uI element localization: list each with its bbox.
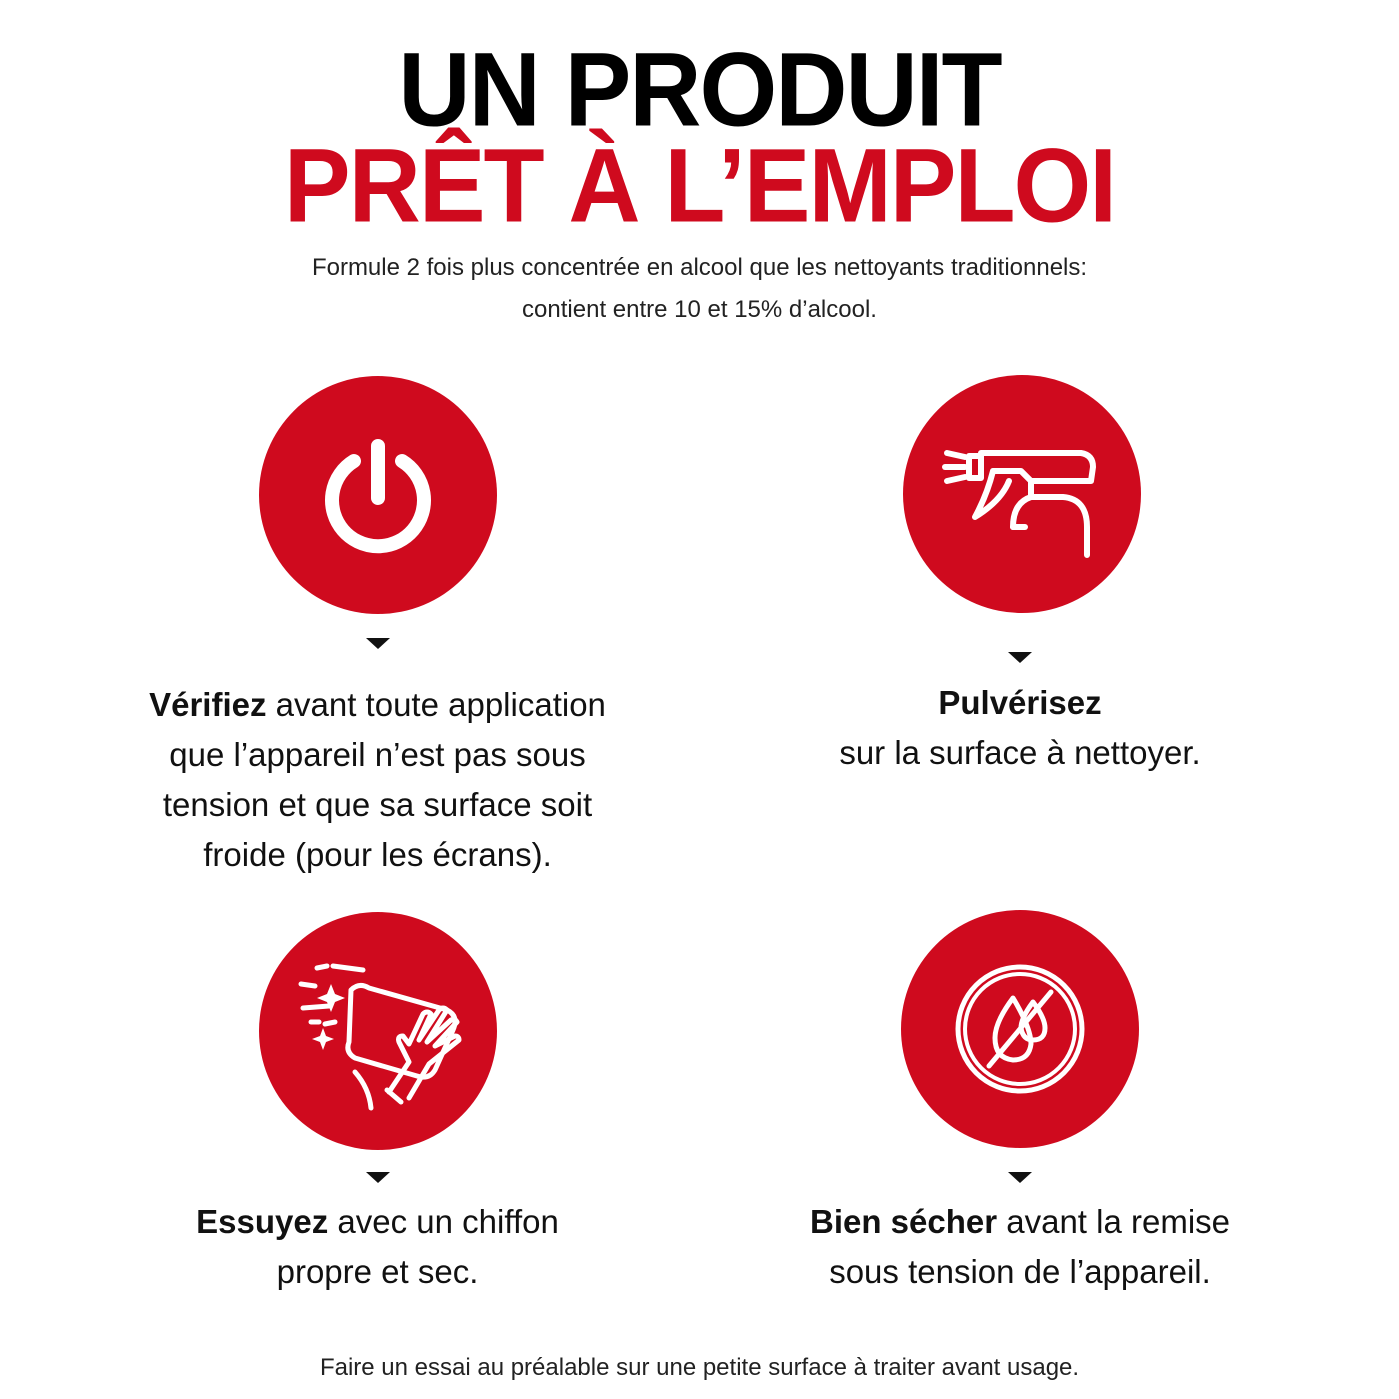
- no-water-icon: [901, 910, 1139, 1148]
- step-spray-text: [760, 678, 1280, 778]
- step-spray-bold: Pulvérisez: [938, 684, 1102, 721]
- spray-bottle-icon: [903, 375, 1141, 613]
- arrow-down-icon: [366, 1172, 390, 1183]
- subtitle-line-1: Formule 2 fois plus concentrée en alcool que les nettoyants traditionnels:: [311, 254, 1088, 281]
- arrow-down-icon: [1008, 1172, 1032, 1183]
- wipe-cloth-icon: [259, 912, 497, 1150]
- step-wipe-text: [80, 1197, 675, 1297]
- step-dry-text: [740, 1197, 1300, 1297]
- step-verify-rest: avant toute application: [266, 686, 606, 723]
- step-verify-text: [80, 680, 675, 880]
- step-verify-line: tension et que sa surface soit: [162, 786, 593, 823]
- subtitle-line-2: contient entre 10 et 15% d’alcool.: [522, 296, 877, 323]
- dry-circle: [901, 910, 1139, 1148]
- step-verify-line: froide (pour les écrans).: [203, 836, 552, 873]
- arrow-down-icon: [1008, 652, 1032, 663]
- footer-note: Faire un essai au préalable sur une petite surface à traiter avant usage.: [319, 1354, 1080, 1381]
- step-dry-rest: avant la remise: [997, 1203, 1231, 1240]
- power-icon: [259, 376, 497, 614]
- power-circle: [259, 376, 497, 614]
- step-dry-line: sous tension de l’appareil.: [829, 1253, 1211, 1290]
- step-wipe-line: propre et sec.: [276, 1253, 479, 1290]
- title-line-2: PRÊT À L’EMPLOI: [283, 127, 1116, 245]
- spray-circle: [903, 375, 1141, 613]
- step-dry-bold: Bien sécher: [809, 1203, 998, 1240]
- arrow-down-icon: [366, 638, 390, 649]
- step-wipe-rest: avec un chiffon: [328, 1203, 559, 1240]
- step-wipe-bold: Essuyez: [196, 1203, 329, 1240]
- wipe-circle: [259, 912, 497, 1150]
- step-verify-line: que l’appareil n’est pas sous: [169, 736, 586, 773]
- title-line-1: UN PRODUIT: [398, 31, 1001, 149]
- step-spray-line: sur la surface à nettoyer.: [839, 734, 1201, 771]
- step-verify-bold: Vérifiez: [149, 686, 267, 723]
